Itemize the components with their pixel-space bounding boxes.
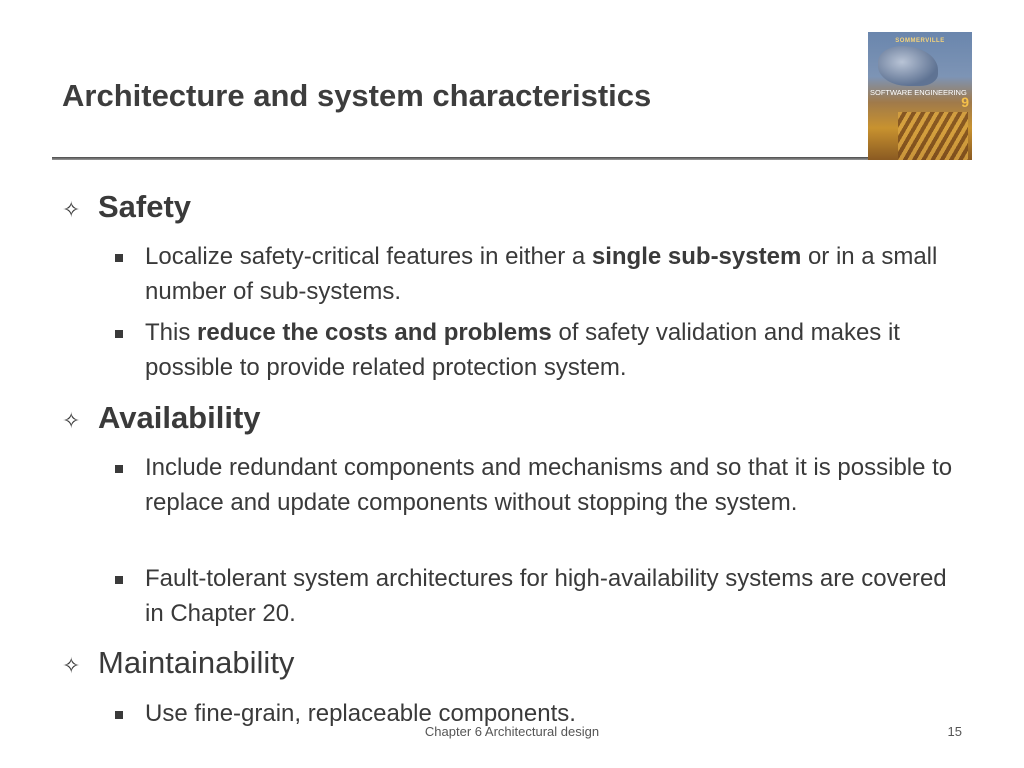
text-run: Use fine-grain, replaceable components.: [145, 700, 576, 727]
section-heading: Safety: [98, 189, 192, 224]
bold-text-run: reduce the costs and problems: [197, 319, 552, 346]
section-heading: Maintainability: [98, 645, 295, 680]
square-bullet-icon: [115, 254, 123, 262]
section-heading: Availability: [98, 400, 261, 435]
square-bullet-icon: [115, 576, 123, 584]
text-run: of safety validation and makes it possible to provide related protection system.: [145, 319, 900, 381]
bullet-item: [115, 451, 960, 520]
diamond-star-icon: ✧: [62, 408, 81, 433]
bullet-item: [115, 316, 960, 385]
page-number: 15: [947, 724, 962, 739]
bullet-text: [145, 451, 960, 520]
text-run: Fault-tolerant system architectures for high-availability systems are covered in Chapter 20.: [145, 565, 947, 627]
section-maintainability: [62, 645, 294, 684]
section-safety: [62, 189, 191, 228]
cover-edition: 9: [961, 94, 969, 110]
text-run: Localize safety-critical features in either a: [145, 243, 592, 270]
text-run: or in a small number of sub-systems.: [145, 243, 938, 305]
bullet-item: [115, 240, 960, 309]
section-availability: [62, 400, 261, 439]
bullet-text: [145, 316, 960, 385]
diamond-star-icon: ✧: [62, 653, 81, 678]
slide-title: Architecture and system characteristics: [62, 78, 652, 113]
text-run: This: [145, 319, 198, 346]
cover-title: SOFTWARE ENGINEERING: [870, 88, 967, 97]
square-bullet-icon: [115, 711, 123, 719]
footer-chapter: Chapter 6 Architectural design: [424, 724, 600, 739]
bullet-item: [115, 562, 960, 631]
text-run: Include redundant components and mechanisms and so that it is possible to replace and update components without stopping the system.: [145, 454, 953, 516]
square-bullet-icon: [115, 330, 123, 338]
square-bullet-icon: [115, 465, 123, 473]
diamond-star-icon: ✧: [62, 197, 81, 222]
bold-text-run: single sub-system: [591, 243, 802, 270]
bullet-text: [145, 240, 960, 309]
bullet-text: [145, 562, 960, 631]
cover-author: SOMMERVILLE: [895, 38, 945, 44]
